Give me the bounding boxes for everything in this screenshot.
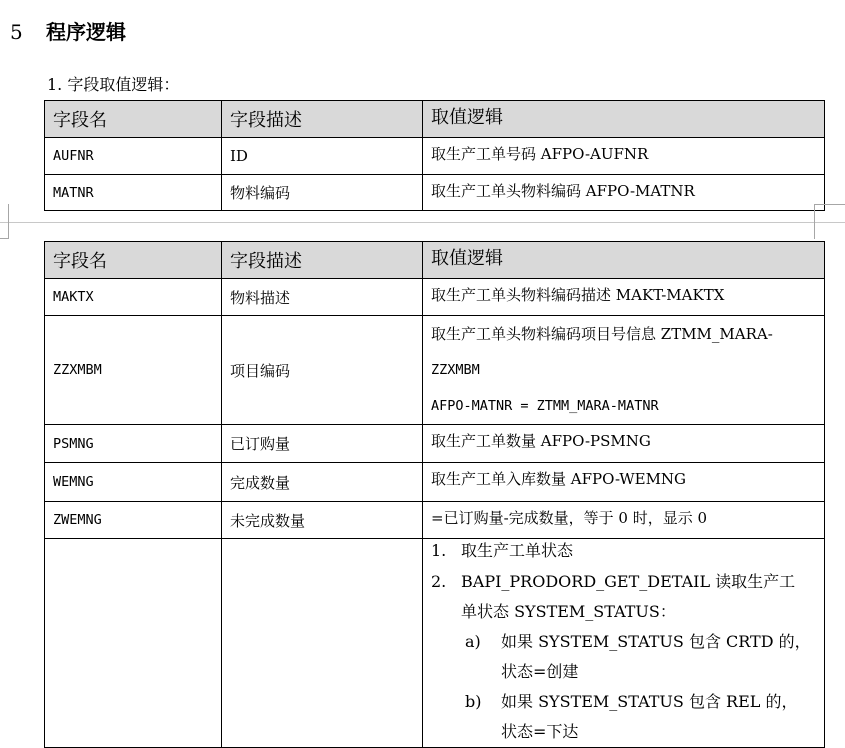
page-corner-mark-right bbox=[814, 204, 845, 239]
field-table-1 bbox=[44, 100, 825, 211]
table-row bbox=[45, 175, 825, 211]
field-desc-cell bbox=[222, 539, 423, 748]
page-break-line bbox=[0, 222, 845, 223]
header-field-desc: 字段描述 bbox=[222, 242, 423, 279]
page-corner-mark-left bbox=[0, 204, 9, 239]
status-logic-cell bbox=[423, 539, 825, 748]
field-desc-cell: 物料描述 bbox=[222, 279, 423, 316]
field-table-2 bbox=[44, 241, 825, 748]
field-logic-cell: 取生产工单数量 AFPO-PSMNG bbox=[423, 425, 825, 463]
field-desc-cell: 物料编码 bbox=[222, 175, 423, 211]
table-row bbox=[45, 316, 825, 425]
field-logic-cell: 取生产工单号码 AFPO-AUFNR bbox=[423, 138, 825, 175]
subsection-number: 1. bbox=[47, 75, 63, 94]
field-name-cell: MAKTX bbox=[45, 279, 222, 316]
header-field-desc: 字段描述 bbox=[222, 101, 423, 138]
field-name-cell: ZZXMBM bbox=[45, 316, 222, 425]
section-title: 程序逻辑 bbox=[46, 20, 126, 44]
field-desc-cell: 项目编码 bbox=[222, 316, 423, 425]
field-name-cell: AUFNR bbox=[45, 138, 222, 175]
field-logic-cell: 取生产工单入库数量 AFPO-WEMNG bbox=[423, 463, 825, 502]
table-row bbox=[45, 463, 825, 502]
logic-line: 取生产工单头物料编码项目号信息 ZTMM_MARA- bbox=[431, 325, 773, 343]
field-logic-cell: 取生产工单头物料编码描述 MAKT-MAKTX bbox=[423, 279, 825, 316]
header-logic: 取值逻辑 bbox=[423, 242, 825, 279]
field-name-cell: MATNR bbox=[45, 175, 222, 211]
list-item: 1. 取生产工单状态 bbox=[431, 541, 574, 560]
table-row bbox=[45, 138, 825, 175]
subsection-heading bbox=[47, 72, 179, 95]
section-heading bbox=[10, 16, 126, 45]
table-header-row bbox=[45, 101, 825, 138]
table-row bbox=[45, 425, 825, 463]
logic-line: ZZXMBM bbox=[431, 362, 480, 378]
subsection-title: 字段取值逻辑： bbox=[67, 75, 180, 94]
header-field-name: 字段名 bbox=[45, 242, 222, 279]
section-number: 5 bbox=[10, 20, 23, 44]
field-desc-cell: 已订购量 bbox=[222, 425, 423, 463]
field-desc-cell: ID bbox=[222, 138, 423, 175]
field-desc-cell: 完成数量 bbox=[222, 463, 423, 502]
field-logic-cell: =已订购量-完成数量，等于 0 时，显示 0 bbox=[423, 502, 825, 539]
list-item: 2. BAPI_PRODORD_GET_DETAIL 读取生产工 单状态 SYSTEM_STATUS： bbox=[431, 572, 796, 621]
list-item: b) 如果 SYSTEM_STATUS 包含 REL 的， 状态=下达 bbox=[465, 692, 798, 741]
list-item: a) 如果 SYSTEM_STATUS 包含 CRTD 的， 状态=创建 bbox=[465, 632, 811, 681]
field-name-cell: WEMNG bbox=[45, 463, 222, 502]
field-logic-cell: 取生产工单头物料编码 AFPO-MATNR bbox=[423, 175, 825, 211]
field-name-cell bbox=[45, 539, 222, 748]
header-logic: 取值逻辑 bbox=[423, 101, 825, 138]
field-desc-cell: 未完成数量 bbox=[222, 502, 423, 539]
table-row bbox=[45, 502, 825, 539]
field-name-cell: PSMNG bbox=[45, 425, 222, 463]
header-field-name: 字段名 bbox=[45, 101, 222, 138]
table-header-row bbox=[45, 242, 825, 279]
table-row bbox=[45, 279, 825, 316]
table-row bbox=[45, 539, 825, 748]
logic-line: AFPO-MATNR = ZTMM_MARA-MATNR bbox=[431, 398, 659, 414]
field-logic-cell bbox=[423, 316, 825, 425]
field-name-cell: ZWEMNG bbox=[45, 502, 222, 539]
